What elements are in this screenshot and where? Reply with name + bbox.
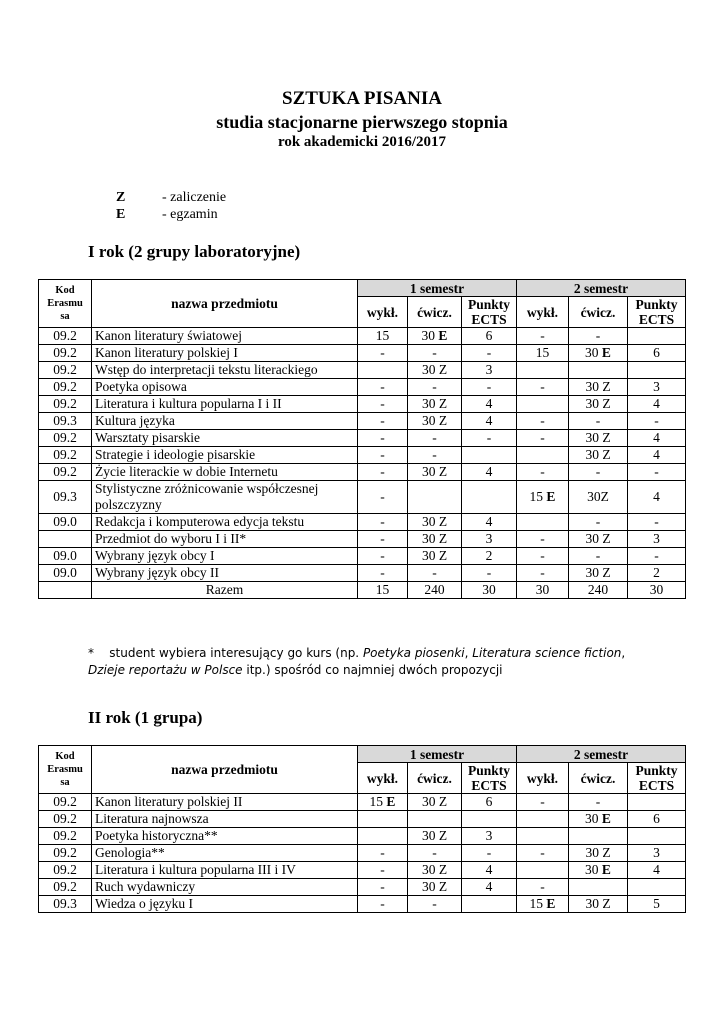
table-cell: 09.0 [39, 548, 92, 565]
table-cell: 30 E [569, 345, 628, 362]
table-cell: 30 Z [408, 514, 462, 531]
table-cell-name: Redakcja i komputerowa edycja tekstu [92, 514, 358, 531]
table-cell [462, 811, 517, 828]
table-cell: 09.2 [39, 811, 92, 828]
table-cell: 15 [358, 582, 408, 599]
table-cell: - [569, 413, 628, 430]
table-cell-name: Wstęp do interpretacji tekstu literackiego [92, 362, 358, 379]
legend-desc: - zaliczenie [162, 190, 227, 205]
table-cell: 09.3 [39, 896, 92, 913]
table-cell: 30 Z [408, 548, 462, 565]
table-total-row [39, 582, 686, 599]
col-sem2: 2 semestr [517, 280, 686, 297]
col-wykl: wykł. [517, 763, 569, 794]
table-cell-name: Literatura najnowsza [92, 811, 358, 828]
table-cell: 30 E [569, 862, 628, 879]
table-cell: 30 [462, 582, 517, 599]
table-cell-name: Kanon literatury polskiej II [92, 794, 358, 811]
table-cell: - [358, 845, 408, 862]
table-row [39, 464, 686, 481]
table-row [39, 345, 686, 362]
table-cell-name: Strategie i ideologie pisarskie [92, 447, 358, 464]
table-cell: - [358, 413, 408, 430]
legend-key: Z [116, 190, 126, 205]
table-cell: 30 Z [569, 396, 628, 413]
table-cell: - [408, 345, 462, 362]
table-cell-name: Razem [92, 582, 358, 599]
table-cell: 4 [462, 879, 517, 896]
table-cell: 30 Z [569, 845, 628, 862]
table-cell: - [408, 565, 462, 582]
table-cell: - [408, 845, 462, 862]
table-cell: 09.2 [39, 794, 92, 811]
table-cell: - [517, 565, 569, 582]
table-cell [462, 481, 517, 514]
table-cell-name: Ruch wydawniczy [92, 879, 358, 896]
table-cell [628, 328, 686, 345]
table-cell: 30 Z [569, 531, 628, 548]
table-cell: - [358, 879, 408, 896]
table-cell: - [358, 481, 408, 514]
footnote [88, 645, 628, 679]
table-cell-name: Warsztaty pisarskie [92, 430, 358, 447]
col-cwicz: ćwicz. [569, 297, 628, 328]
table-cell: 30 Z [569, 896, 628, 913]
table-cell: - [517, 328, 569, 345]
table-cell: - [569, 464, 628, 481]
table-cell: 3 [462, 362, 517, 379]
table-cell: 3 [628, 379, 686, 396]
table-cell: 30 [628, 582, 686, 599]
table-cell: - [517, 430, 569, 447]
footnote-mark: * [88, 646, 94, 660]
table-cell: 4 [628, 430, 686, 447]
table-cell [628, 828, 686, 845]
table-cell: - [408, 379, 462, 396]
table-row [39, 362, 686, 379]
table-cell: 4 [462, 413, 517, 430]
table-cell: 09.2 [39, 464, 92, 481]
table-cell [517, 514, 569, 531]
table-cell [462, 447, 517, 464]
table-cell: - [462, 379, 517, 396]
table-cell: - [462, 565, 517, 582]
table-cell: 30 [517, 582, 569, 599]
year2-heading: II rok (1 grupa) [88, 708, 203, 727]
table-cell-name: Stylistyczne zróżnicowanie współczesnej polszczyzny [92, 481, 358, 514]
table-cell: 09.2 [39, 328, 92, 345]
table-cell [408, 811, 462, 828]
table-cell [628, 794, 686, 811]
table-cell: - [358, 447, 408, 464]
table-cell [569, 828, 628, 845]
table-row [39, 430, 686, 447]
table-cell: 3 [462, 531, 517, 548]
table-cell: 30 Z [408, 413, 462, 430]
table-cell: 30 Z [408, 828, 462, 845]
table-cell: 15 E [517, 896, 569, 913]
col-sem1: 1 semestr [358, 746, 517, 763]
table-cell: - [462, 430, 517, 447]
table-cell: 3 [462, 828, 517, 845]
table-cell [517, 828, 569, 845]
table-cell: - [569, 328, 628, 345]
table-cell: 240 [569, 582, 628, 599]
col-ects: Punkty ECTS [628, 763, 686, 794]
table-cell-name: Kanon literatury polskiej I [92, 345, 358, 362]
table-cell: - [517, 531, 569, 548]
table-cell: 15 E [358, 794, 408, 811]
table-cell: - [517, 464, 569, 481]
footnote-text: itp.) spośród co najmniej dwóch propozycji [242, 663, 503, 677]
table-cell: 09.2 [39, 379, 92, 396]
table-cell: 30 Z [569, 379, 628, 396]
table-cell [358, 828, 408, 845]
table-cell-name: Życie literackie w dobie Internetu [92, 464, 358, 481]
year1-table-body [39, 328, 686, 599]
table-cell [628, 362, 686, 379]
table-cell: 30 Z [569, 447, 628, 464]
table-cell: 30 Z [408, 531, 462, 548]
table-cell: 09.0 [39, 565, 92, 582]
table-cell [39, 582, 92, 599]
legend-desc: - egzamin [162, 207, 218, 222]
table-cell: - [358, 396, 408, 413]
table-cell: 09.2 [39, 845, 92, 862]
table-row [39, 862, 686, 879]
table-cell: 4 [628, 447, 686, 464]
table-cell: - [462, 845, 517, 862]
table-cell: 30 Z [569, 430, 628, 447]
table-cell: - [358, 464, 408, 481]
table-cell [517, 396, 569, 413]
table-row [39, 481, 686, 514]
table-cell: 30 Z [408, 879, 462, 896]
year1-table-header [39, 280, 686, 328]
table-cell: 09.2 [39, 879, 92, 896]
table-cell: - [358, 345, 408, 362]
table-cell-name: Kanon literatury światowej [92, 328, 358, 345]
col-ects: Punkty ECTS [628, 297, 686, 328]
table-cell: - [358, 531, 408, 548]
table-cell: 4 [462, 862, 517, 879]
table-cell-name: Poetyka opisowa [92, 379, 358, 396]
col-nazwa: nazwa przedmiotu [92, 746, 358, 794]
table-cell: 09.2 [39, 828, 92, 845]
table-cell: 30 Z [408, 794, 462, 811]
table-cell: 6 [462, 328, 517, 345]
col-ects: Punkty ECTS [462, 297, 517, 328]
table-cell: 09.3 [39, 413, 92, 430]
table-cell: 6 [462, 794, 517, 811]
col-ects: Punkty ECTS [462, 763, 517, 794]
table-row [39, 413, 686, 430]
col-wykl: wykł. [358, 763, 408, 794]
table-cell: - [517, 548, 569, 565]
table-cell: 30 Z [408, 464, 462, 481]
col-cwicz: ćwicz. [569, 763, 628, 794]
table-cell [517, 862, 569, 879]
table-cell: 15 [517, 345, 569, 362]
table-cell: - [628, 464, 686, 481]
table-cell-name: Literatura i kultura popularna I i II [92, 396, 358, 413]
footnote-sep: , [464, 646, 473, 660]
table-cell: - [628, 514, 686, 531]
year2-table-header [39, 746, 686, 794]
year2-table-body [39, 794, 686, 913]
table-cell: 30Z [569, 481, 628, 514]
table-cell: 15 [358, 328, 408, 345]
table-cell: 30 Z [408, 396, 462, 413]
footnote-example: Dzieje reportażu w Polsce [88, 663, 243, 677]
col-wykl: wykł. [358, 297, 408, 328]
table-cell: 4 [462, 514, 517, 531]
table-row [39, 514, 686, 531]
col-cwicz: ćwicz. [408, 763, 462, 794]
col-wykl: wykł. [517, 297, 569, 328]
table-row [39, 328, 686, 345]
table-cell: - [358, 862, 408, 879]
table-row [39, 828, 686, 845]
table-cell: 30 E [408, 328, 462, 345]
table-cell: - [358, 379, 408, 396]
table-cell: 09.2 [39, 345, 92, 362]
table-cell: - [408, 430, 462, 447]
table-cell: - [358, 565, 408, 582]
legend-item-e [116, 207, 218, 223]
table-cell: 09.2 [39, 362, 92, 379]
table-cell [358, 362, 408, 379]
academic-year: rok akademicki 2016/2017 [277, 134, 447, 150]
table-cell-name: Przedmiot do wyboru I i II* [92, 531, 358, 548]
table-cell: 4 [628, 481, 686, 514]
table-cell [517, 811, 569, 828]
table-cell [569, 362, 628, 379]
table-cell: 30 Z [408, 362, 462, 379]
table-cell: - [358, 896, 408, 913]
table-cell: 30 Z [569, 565, 628, 582]
table-cell: 3 [628, 845, 686, 862]
table-row [39, 548, 686, 565]
table-cell [408, 481, 462, 514]
table-cell [517, 362, 569, 379]
table-cell: - [408, 447, 462, 464]
table-cell: 4 [628, 396, 686, 413]
table-row [39, 379, 686, 396]
table-cell: - [628, 413, 686, 430]
table-cell: 2 [462, 548, 517, 565]
table-cell-name: Wiedza o języku I [92, 896, 358, 913]
table-cell: 09.0 [39, 514, 92, 531]
year1-heading: I rok (2 grupy laboratoryjne) [88, 242, 301, 261]
table-cell: - [628, 548, 686, 565]
table-cell: - [569, 514, 628, 531]
table-cell [358, 811, 408, 828]
table-cell-name: Literatura i kultura popularna III i IV [92, 862, 358, 879]
table-cell: - [358, 548, 408, 565]
table-row [39, 879, 686, 896]
legend-item-z [116, 190, 226, 206]
table-cell [628, 879, 686, 896]
table-cell: 2 [628, 565, 686, 582]
table-cell: 09.2 [39, 447, 92, 464]
table-cell: 5 [628, 896, 686, 913]
table-cell-name: Wybrany język obcy I [92, 548, 358, 565]
table-cell: 15 E [517, 481, 569, 514]
year1-table [38, 279, 686, 599]
table-cell: 4 [462, 464, 517, 481]
table-cell: - [569, 548, 628, 565]
table-cell [569, 879, 628, 896]
col-cwicz: ćwicz. [408, 297, 462, 328]
page-subtitle: studia stacjonarne pierwszego stopnia [216, 112, 508, 132]
table-row [39, 447, 686, 464]
table-cell [39, 531, 92, 548]
table-row [39, 896, 686, 913]
col-sem1: 1 semestr [358, 280, 517, 297]
table-cell: - [358, 514, 408, 531]
table-cell: - [517, 413, 569, 430]
table-cell: - [569, 794, 628, 811]
table-cell: - [517, 794, 569, 811]
year2-table [38, 745, 686, 913]
table-cell: 09.3 [39, 481, 92, 514]
table-cell [517, 447, 569, 464]
table-cell: 09.2 [39, 396, 92, 413]
table-cell: 30 Z [408, 862, 462, 879]
table-cell: - [517, 879, 569, 896]
footnote-sep: , [621, 646, 626, 660]
table-cell: 30 E [569, 811, 628, 828]
table-cell: - [517, 379, 569, 396]
table-cell-name: Wybrany język obcy II [92, 565, 358, 582]
table-cell: - [517, 845, 569, 862]
table-row [39, 396, 686, 413]
table-row [39, 565, 686, 582]
table-cell: - [462, 345, 517, 362]
table-cell [462, 896, 517, 913]
col-nazwa: nazwa przedmiotu [92, 280, 358, 328]
table-cell: 4 [628, 862, 686, 879]
table-row [39, 794, 686, 811]
table-cell: 240 [408, 582, 462, 599]
footnote-text: student wybiera interesujący go kurs (np. [109, 646, 363, 660]
table-cell-name: Poetyka historyczna** [92, 828, 358, 845]
table-cell: - [358, 430, 408, 447]
table-cell: - [408, 896, 462, 913]
table-cell: 6 [628, 811, 686, 828]
table-cell: 6 [628, 345, 686, 362]
table-cell-name: Kultura języka [92, 413, 358, 430]
table-row [39, 845, 686, 862]
col-sem2: 2 semestr [517, 746, 686, 763]
table-row [39, 811, 686, 828]
footnote-example: Poetyka piosenki [362, 646, 465, 660]
footnote-example: Literatura science fiction [472, 646, 622, 660]
table-cell-name: Genologia** [92, 845, 358, 862]
table-cell: 3 [628, 531, 686, 548]
table-cell: 4 [462, 396, 517, 413]
page-title: SZTUKA PISANIA [282, 88, 442, 109]
col-kod: Kod Erasmu sa [39, 746, 92, 794]
table-cell: 09.2 [39, 862, 92, 879]
table-cell: 09.2 [39, 430, 92, 447]
table-row [39, 531, 686, 548]
legend-key: E [116, 207, 126, 222]
col-kod: Kod Erasmu sa [39, 280, 92, 328]
